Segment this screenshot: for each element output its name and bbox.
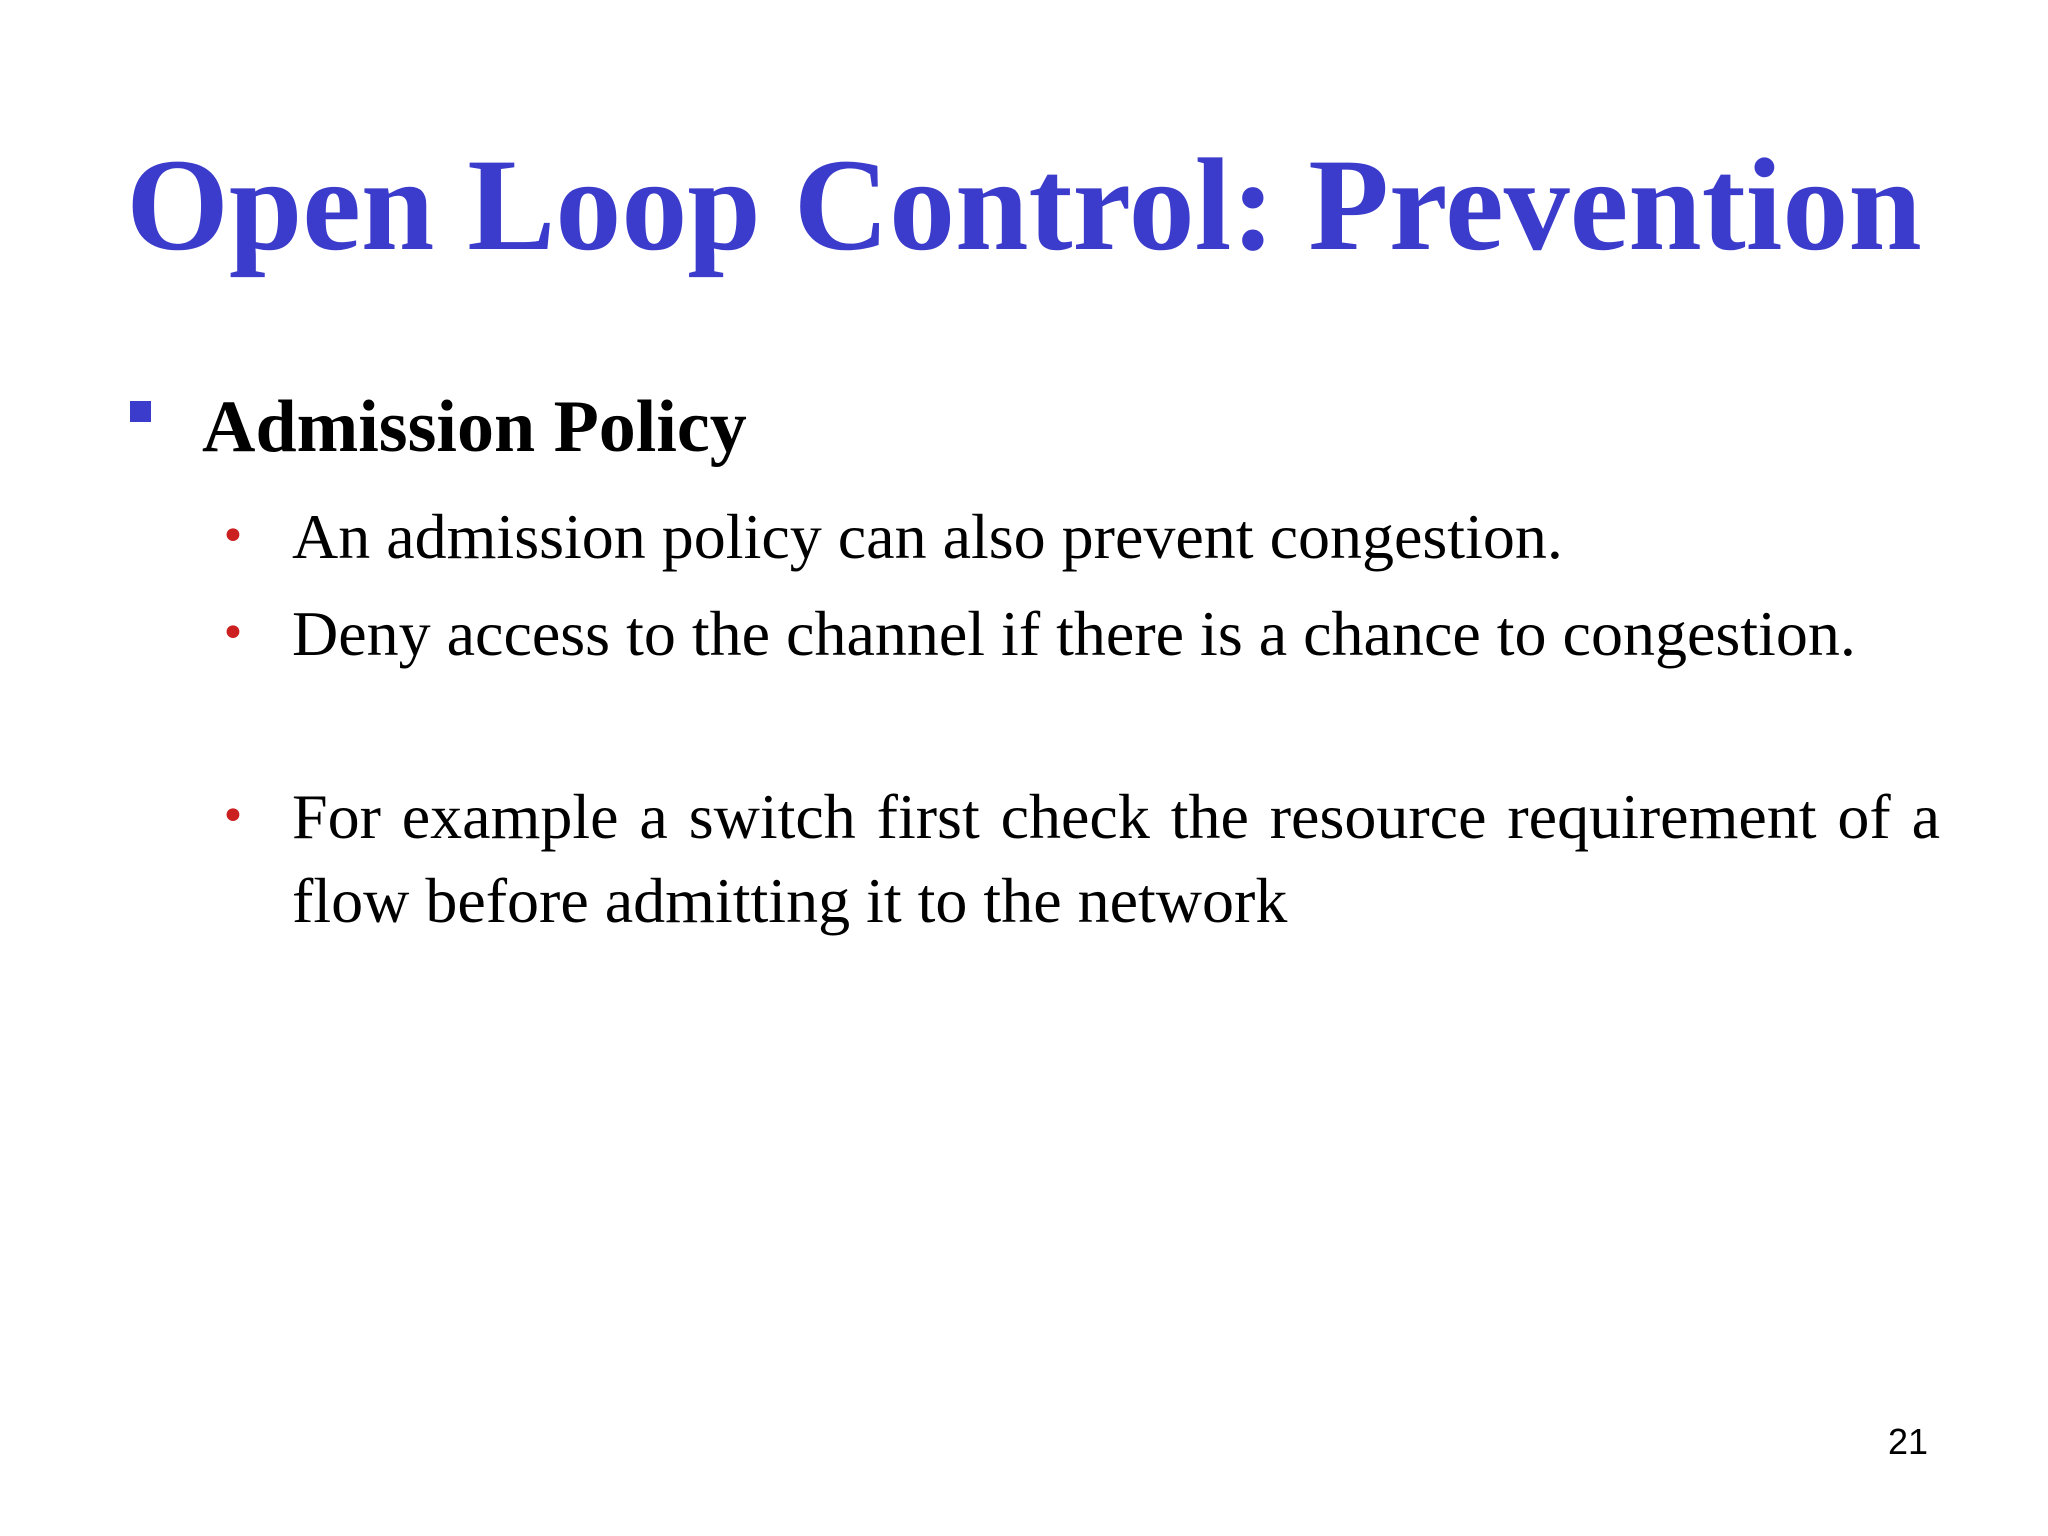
list-item-text: For example a switch first check the resource requirement of a flow before admitting it to the network (292, 781, 1940, 936)
page-number: 21 (1887, 1421, 1928, 1462)
round-bullet-icon: • (220, 511, 246, 562)
square-bullet-icon (130, 401, 151, 422)
round-bullet-icon: • (220, 791, 246, 842)
list-item-text: An admission policy can also prevent congestion. (292, 501, 1563, 572)
bullet-heading-label: Admission Policy (202, 386, 747, 468)
round-bullet-icon: • (220, 608, 246, 659)
list-item-text: Deny access to the channel if there is a chance to congestion. (292, 598, 1856, 669)
slide-title: Open Loop Control: Prevention (126, 131, 1922, 278)
